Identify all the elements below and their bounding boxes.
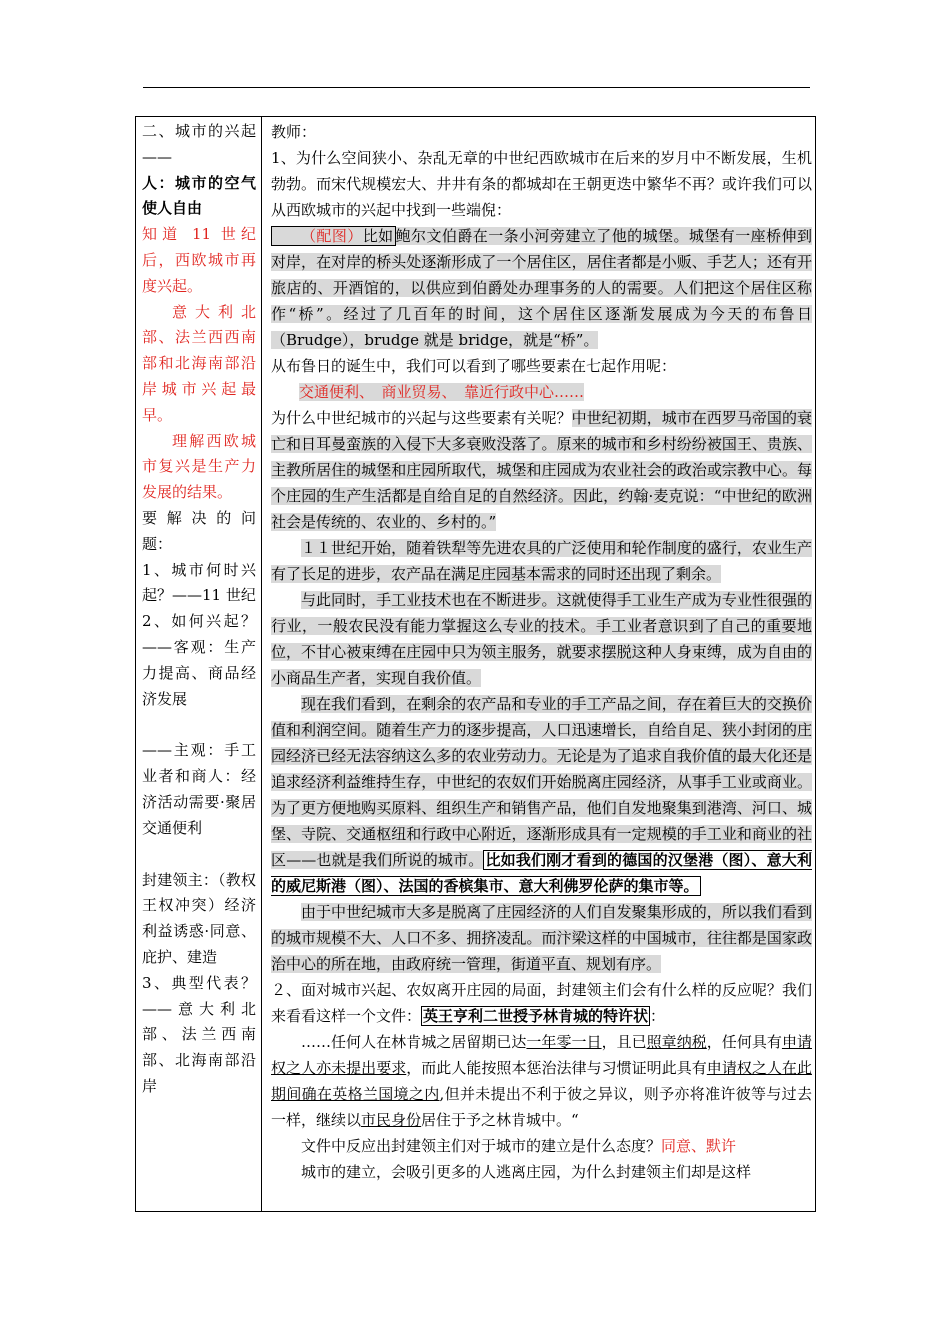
column-divider [261,117,262,1211]
section-theme: 人：城市的空气使人自由 [142,173,256,218]
examples-callout: 比如我们刚才看到的德国的汉堡港（图）、意大利的威尼斯港（图）、法国的香槟集市、意大利佛罗伦萨的集市等。 [271,851,812,895]
why-answer: 中世纪初期，城市在西罗马帝国的衰亡和日耳曼蛮族的入侵下大多衰败没落了。原来的城市和乡村纷纷被国王、贵族、主教所居住的城堡和庄园所取代，城堡和庄园成为农业社会的政治或宗教中心。每个庄园的生产生活都是自给自足的自然经济。因此，约翰·麦克说：“中世纪的欧洲社会是传统的、农业的、乡村的。” [271,409,812,531]
eleventh-century-paragraph: １１世纪开始，随着铁犁等先进农具的广泛使用和轮作制度的盛行，农业生产有了长足的进步，农产品在满足庄园基本需求的同时还出现了剩余。 [271,539,812,583]
elements-answer: 交通便利、 商业贸易、 靠近行政中心…… [299,383,585,401]
problem-how-lords: 封建领主：（教权王权冲突）经济利益诱惑·同意、庇护、建造 [142,870,256,966]
why-question: 为什么中世纪城市的兴起与这些要素有关呢？ [271,409,572,427]
why-paragraph [271,405,812,535]
charter-title: 英王亨利二世授予林肯城的特许状 [423,1007,649,1025]
question-2: ２、面对城市兴起、农奴离开庄园的局面，封建领主们会有什么样的反应呢？我们来看看这样一个文件： 英王亨利二世授予林肯城的特许状 ： [271,981,812,1025]
teacher-label: 教师： [271,123,317,141]
figure-note: （配图） [301,227,363,245]
attitude-question: 文件中反应出封建领主们对于城市的建立是什么态度？同意、默许 [301,1137,737,1155]
city-formation-text: 现在我们看到，在剩余的农产品和专业的手工产品之间，存在着巨大的交换价值和利润空间。随着生产力的逐步提高，人口迅速增长，自给自足、狭小封闭的庄园经济已经无法容纳这么多的农业劳动力。无论是为了追求自我价值的最大化还是追求经济利益维持生存，中世纪的农奴们开始脱离庄园经济，从事手工业或商业。为了更方便地购买原料、组织生产和销售产品，他们自发地聚集到港湾、河口、城堡、寺院、交通枢纽和行政中心附近，逐渐形成具有一定规模的手工业和商业的社区——也就是我们所说的城市。 [271,695,812,869]
problem-how: 2、如何兴起？——客观：生产力提高、商品经济发展 [142,612,256,708]
objective-understand: 理解西欧城市复兴是生产力发展的结果。 [142,431,256,502]
elements-question: 从布鲁日的诞生中，我们可以看到了哪些要素在七起作用呢： [271,357,677,375]
bruges-story [271,223,812,353]
handicraft-paragraph: 与此同时，手工业技术也在不断进步。这就使得手工业生产成为专业性很强的行业，一般农民没有能力掌握这么专业的技术。手工业者意识到了自己的重要地位，不甘心被束缚在庄园中只为领主服务，就要求摆脱这种人身束缚，成为自由的小商品生产者，实现自我价值。 [271,591,812,687]
bruges-story-text: 鲍尔文伯爵在一条小河旁建立了他的城堡。城堡有一座桥伸到对岸，在对岸的桥头处逐渐形成了一个居住区，居住者都是小贩、手艺人；还有开旅店的、开酒馆的，以供应到伯爵处办理事务的人的需要。人们把这个居住区称作“桥”。经过了几百年的时间，这个居住区逐渐发展成为今天的布鲁日（Brudge），brudge 就是 bridge，就是“桥”。 [271,227,812,349]
problem-how-subjective: ——主观：手工业者和商人：经济活动需要·聚居交通便利 [142,741,256,837]
teaching-column [271,119,812,1185]
final-line: 城市的建立，会吸引更多的人逃离庄园，为什么封建领主们却是这样 [301,1163,752,1181]
objective-regions: 意大利北部、法兰西西南部和北海南部沿岸城市兴起最早。 [142,302,256,424]
question-1: 1、为什么空间狭小、杂乱无章的中世纪西欧城市在后来的岁月中不断发展，生机勃勃。而宋代规模宏大、井井有条的都城却在王朝更迭中繁华不再？或许我们可以从西欧城市的兴起中找到一些端倪： [271,149,812,219]
city-formation-paragraph [271,691,812,899]
objective-know: 知道 11 世纪后，西欧城市再度兴起。 [142,225,256,295]
problem-examples: 3、典型代表？——意大利北部、法兰西南部、北海南部沿岸 [142,973,256,1095]
header-rule [143,87,810,88]
lesson-table [135,116,816,1212]
problems-heading: 要 解 决 的 问题： [142,508,256,553]
problem-when: 1、城市何时兴起？——11 世纪 [142,560,256,605]
elements-answer-line [271,379,812,405]
attitude-answer: 同意、默许 [661,1137,737,1155]
objectives-column [142,119,256,1100]
example-word: 比如 [362,227,394,245]
comparison-paragraph: 由于中世纪城市大多是脱离了庄园经济的人们自发聚集形成的，所以我们看到的城市规模不大、人口不多、拥挤凌乱。而汴梁这样的中国城市，往往都是国家政治中心的所在地，由政府统一管理，街道平直、规划有序。 [271,903,812,973]
section-title: 二、城市的兴起—— [142,122,256,166]
charter-quote: ……任何人在林肯城之居留期已达一年零一日，且已照章纳税，任何具有申请权之人亦未提出要求，而此人能按照本惩治法律与习惯证明此具有申请权之人在此期间确在英格兰国境之内,但并未提出不利于彼之异议，则予亦将准许彼等与过去一样，继续以市民身份居住于予之林肯城中。“ [271,1033,812,1129]
